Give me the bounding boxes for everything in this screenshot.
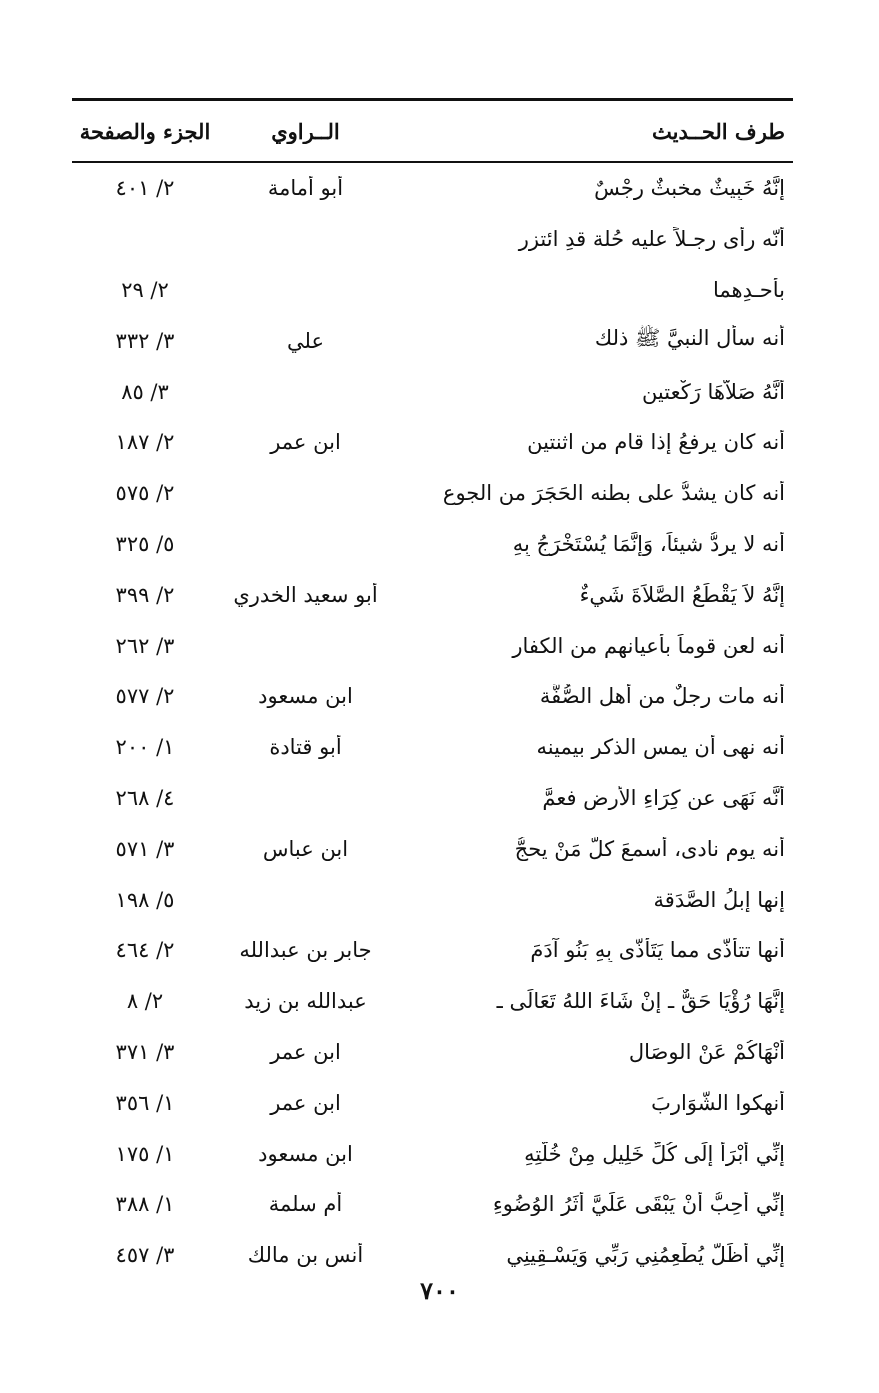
table-row xyxy=(72,1027,793,1078)
table-row xyxy=(72,925,793,976)
hadith-text: أنها تتأذَّى مما يَتَأَذَّى بِهِ بَنُو آدَمَ xyxy=(530,938,785,963)
hadith-text: بأحـدِهما xyxy=(712,277,785,302)
narrator-text: أم سلمة xyxy=(268,1192,343,1217)
hadith-text: أَنَّه نَهَى عن كِرَاءِ الأرضِ فعمَّ xyxy=(542,785,785,810)
header-reference: الجزء والصفحة xyxy=(79,118,211,144)
reference-text: ١/ ٢٠٠ xyxy=(115,735,175,760)
header-narrator: الــراوي xyxy=(271,118,340,144)
reference-text: ٣/ ٥٧١ xyxy=(115,836,175,861)
narrator-text: ابن عمر xyxy=(270,430,341,455)
hadith-text: أنه لعن قوماً بأعيانهم من الكفار xyxy=(512,633,785,658)
reference-text: ٤/ ٢٦٨ xyxy=(115,785,175,810)
table-row xyxy=(72,265,793,316)
table-row xyxy=(72,671,793,722)
hadith-text: إنها إبلُ الصَّدَقة xyxy=(653,887,785,912)
hadith-text: أنه كان يرفعُ إذا قام من اثنتين xyxy=(527,430,785,455)
table-row xyxy=(72,315,793,366)
header-hadith: طرف الحــديث xyxy=(652,118,785,144)
hadith-text: إِنِّي أُحِبُّ أَنْ يَبْقَى عَلَيَّ أَثَرُ الوُضُوءِ xyxy=(492,1192,785,1217)
hadith-text: أنه نهى أن يمس الذكر بيمينه xyxy=(536,735,785,760)
table-row xyxy=(72,874,793,925)
table-row xyxy=(72,468,793,519)
hadith-text: إِنَّهَا رُؤْيَا حَقٌّ ـ إِنْ شَاءَ اللهُ تَعَالَى ـ xyxy=(496,989,785,1014)
table-row xyxy=(72,366,793,417)
table-row xyxy=(72,1077,793,1128)
hadith-text: أنه سأل النبيَّ ﷺ ذلك xyxy=(594,326,785,351)
table-row xyxy=(72,163,793,214)
table-row xyxy=(72,1128,793,1179)
table-row xyxy=(72,1230,793,1281)
narrator-text: ابن مسعود xyxy=(258,1141,353,1166)
reference-text: ٢/ ٥٧٥ xyxy=(115,481,175,506)
reference-text: ٢/ ٣٩٩ xyxy=(115,582,175,607)
index-table xyxy=(72,98,793,1281)
reference-text: ٥/ ٣٢٥ xyxy=(115,531,175,556)
reference-text: ٢/ ٢٩ xyxy=(121,277,169,302)
table-row xyxy=(72,417,793,468)
table-row xyxy=(72,823,793,874)
hadith-text: أنه لا يردُّ شيئاً، وَإِنَّمَا يُسْتَخْرَجُ بِهِ xyxy=(512,531,785,556)
table-row xyxy=(72,620,793,671)
narrator-text: أنس بن مالك xyxy=(247,1243,364,1268)
narrator-text: علي xyxy=(287,328,324,353)
narrator-text: أبو سعيد الخدري xyxy=(233,582,378,607)
reference-text: ٢/ ٥٧٧ xyxy=(115,684,175,709)
hadith-text: أَنهكوا الشَّوَارِبَ xyxy=(651,1090,785,1115)
narrator-text: ابن عمر xyxy=(270,1090,341,1115)
reference-text: ٥/ ١٩٨ xyxy=(115,887,175,912)
reference-text: ٣/ ٣٣٢ xyxy=(115,328,175,353)
reference-text: ٣/ ٣٧١ xyxy=(115,1039,175,1064)
table-row xyxy=(72,519,793,570)
hadith-text: إِنِّي أَظَلُّ يُطْعِمُنِي رَبِّي وَيَسْـقِينِي xyxy=(506,1243,785,1268)
table-row xyxy=(72,773,793,824)
reference-text: ٣/ ٨٥ xyxy=(121,379,169,404)
reference-text: ١/ ١٧٥ xyxy=(115,1141,175,1166)
table-row xyxy=(72,976,793,1027)
hadith-text: إِنَّهُ لاَ يَقْطَعُ الصَّلاَةَ شَيءٌ xyxy=(579,582,785,607)
narrator-text: ابن مسعود xyxy=(258,684,353,709)
hadith-text: أنّه رأى رجـلاً عليه حُلة قدِ ائتزر xyxy=(518,227,785,252)
hadith-text: أَنَّهُ صَلاَّهَا رَكْعتين xyxy=(641,379,785,404)
table-row xyxy=(72,1179,793,1230)
page-number: ٧٠٠ xyxy=(420,1276,459,1305)
narrator-text: ابن عباس xyxy=(262,836,349,861)
reference-text: ٢/ ٤٠١ xyxy=(115,176,175,201)
reference-text: ٢/ ١٨٧ xyxy=(115,430,175,455)
hadith-text: أنه يوم نادى، أسمعَ كلَّ مَنْ يحجُّ xyxy=(514,836,785,861)
table-row xyxy=(72,214,793,265)
hadith-text: أنه كان يشدُّ على بطنه الحَجَرَ من الجوع xyxy=(442,481,785,506)
narrator-text: أبو قتادة xyxy=(269,735,342,760)
reference-text: ١/ ٣٥٦ xyxy=(115,1090,175,1115)
table-row xyxy=(72,569,793,620)
hadith-text: إِنِّي أَبْرَأُ إِلَى كُلِّ خَلِيلٍ مِنْ خُلَّتِهِ xyxy=(524,1141,785,1166)
table-body xyxy=(72,163,793,1281)
narrator-text: جابر بن عبدالله xyxy=(239,938,372,963)
reference-text: ١/ ٣٨٨ xyxy=(115,1192,175,1217)
reference-text: ٣/ ٢٦٢ xyxy=(115,633,175,658)
narrator-text: أبو أمامة xyxy=(267,176,344,201)
hadith-text: أنه مات رجلٌ من أهل الصُّفَّة xyxy=(539,684,785,709)
hadith-text: إِنَّهُ خَبِيثٌ مخبثٌ رِجْسٌ xyxy=(594,176,785,201)
table-header xyxy=(72,101,793,161)
reference-text: ٣/ ٤٥٧ xyxy=(115,1243,175,1268)
narrator-text: عبدالله بن زيد xyxy=(244,989,367,1014)
reference-text: ٢/ ٤٦٤ xyxy=(115,938,175,963)
narrator-text: ابن عمر xyxy=(270,1039,341,1064)
table-row xyxy=(72,722,793,773)
hadith-text: أَنْهَاكُمْ عَنْ الوِصَالِ xyxy=(628,1039,785,1064)
reference-text: ٢/ ٨ xyxy=(126,989,164,1014)
